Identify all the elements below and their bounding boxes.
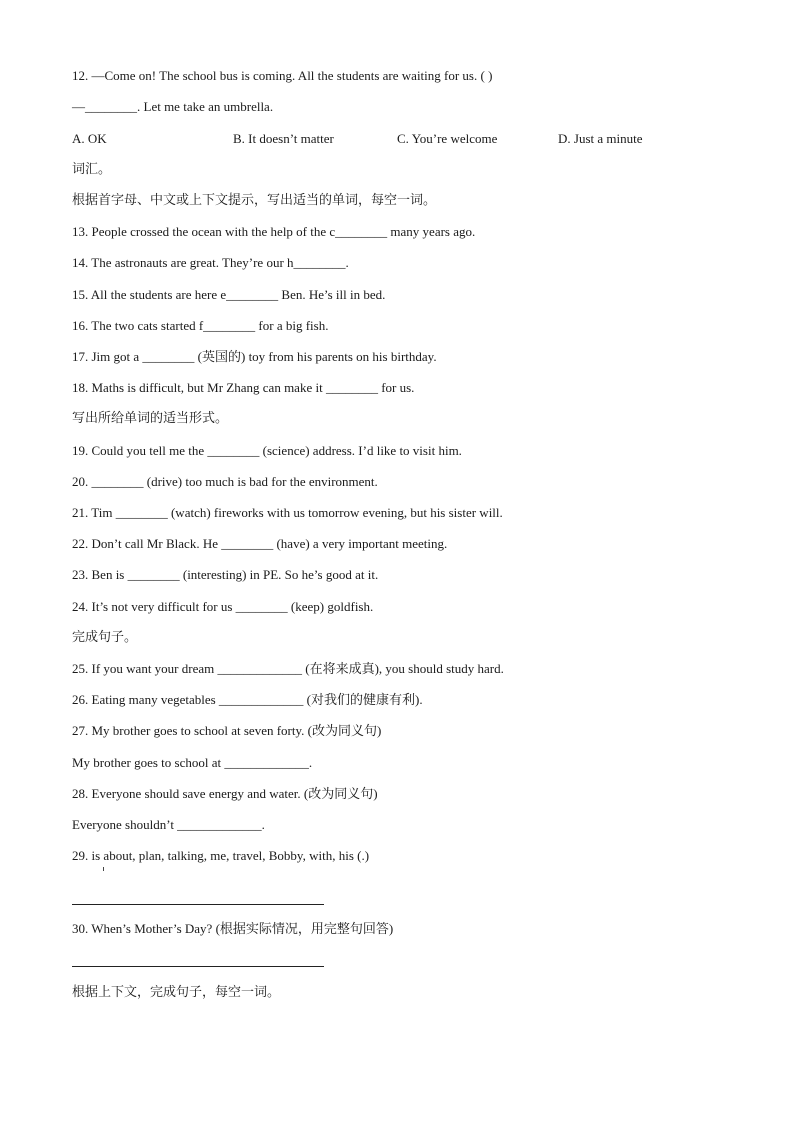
section-title-vocab: 词汇。 (72, 162, 112, 177)
option-b: B. It doesn’t matter (233, 131, 334, 146)
instruction-context: 根据上下文，完成句子，每空一词。 (72, 985, 281, 1000)
question-20: 20. ________ (drive) too much is bad for the environment. (72, 474, 378, 489)
option-d: D. Just a minute (558, 131, 643, 146)
answer-line-30 (72, 966, 324, 967)
question-26: 26. Eating many vegetables _____________ (对我们的健康有利). (72, 692, 423, 707)
stray-mark (103, 867, 104, 871)
question-25: 25. If you want your dream _____________ (在将来成真), you should study hard. (72, 661, 504, 676)
question-13: 13. People crossed the ocean with the help of the c________ many years ago. (72, 224, 476, 239)
question-30: 30. When’s Mother’s Day? (根据实际情况，用完整句回答) (72, 921, 394, 936)
question-18: 18. Maths is difficult, but Mr Zhang can make it ________ for us. (72, 380, 415, 395)
question-21: 21. Tim ________ (watch) fireworks with us tomorrow evening, but his sister will. (72, 505, 503, 520)
question-28-answer: Everyone shouldn’t _____________. (72, 817, 265, 832)
question-23: 23. Ben is ________ (interesting) in PE. So he’s good at it. (72, 567, 379, 582)
question-19: 19. Could you tell me the ________ (science) address. I’d like to visit him. (72, 443, 462, 458)
question-22: 22. Don’t call Mr Black. He ________ (have) a very important meeting. (72, 536, 448, 551)
question-15: 15. All the students are here e________ Ben. He’s ill in bed. (72, 287, 386, 302)
question-24: 24. It’s not very difficult for us ________ (keep) goldfish. (72, 599, 374, 614)
question-27-answer: My brother goes to school at _____________. (72, 755, 313, 770)
option-a: A. OK (72, 131, 107, 146)
answer-line-29 (72, 904, 324, 905)
question-28: 28. Everyone should save energy and water. (改为同义句) (72, 786, 378, 801)
question-12-reply: —________. Let me take an umbrella. (72, 99, 274, 114)
question-16: 16. The two cats started f________ for a big fish. (72, 318, 329, 333)
instruction-vocab: 根据首字母、中文或上下文提示，写出适当的单词，每空一词。 (72, 193, 437, 208)
question-29: 29. is about, plan, talking, me, travel, Bobby, with, his (.) (72, 848, 370, 863)
question-27: 27. My brother goes to school at seven forty. (改为同义句) (72, 723, 382, 738)
instruction-complete-sentences: 完成句子。 (72, 630, 138, 645)
question-17: 17. Jim got a ________ (英国的) toy from his parents on his birthday. (72, 349, 437, 364)
option-c: C. You’re welcome (397, 131, 498, 146)
question-14: 14. The astronauts are great. They’re our h________. (72, 255, 349, 270)
question-12-stem: 12. —Come on! The school bus is coming. All the students are waiting for us. ( ) (72, 68, 493, 83)
instruction-word-forms: 写出所给单词的适当形式。 (72, 411, 229, 426)
